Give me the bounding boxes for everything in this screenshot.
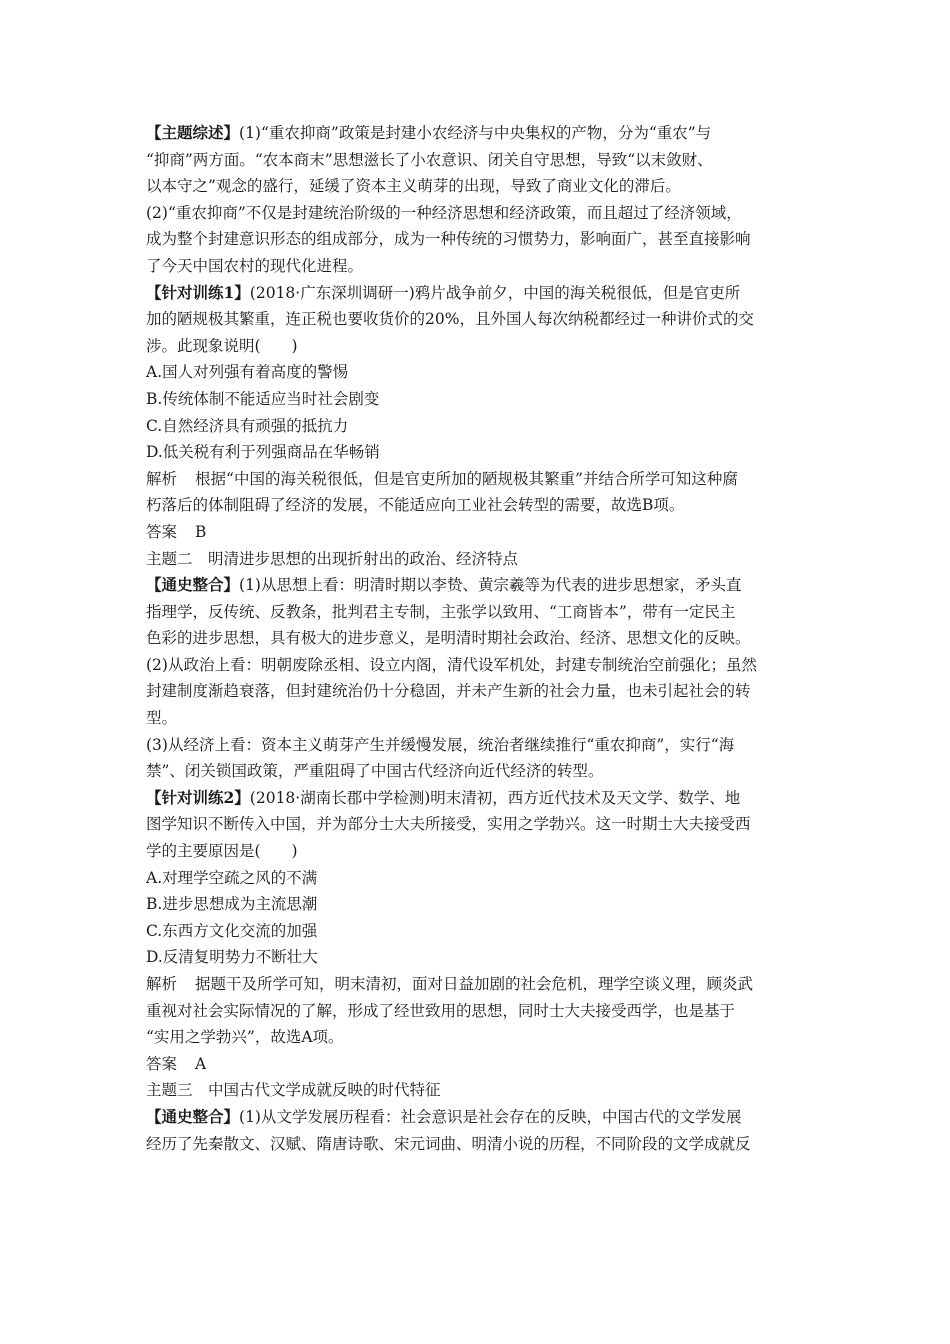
answer-value: B — [195, 522, 207, 541]
answer-option: A.对理学空疏之风的不满 — [146, 868, 318, 887]
analysis-line: 解析 根据“中国的海关税很低，但是官吏所加的陋规极其繁重”并结合所学可知这种腐 — [146, 469, 738, 488]
analysis-label: 解析 — [146, 975, 178, 993]
integration-line: 色彩的进步思想，具有极大的进步意义，是明清时期社会政治、经济、思想文化的反映。 — [146, 629, 751, 648]
answer-line — [146, 1051, 810, 1078]
integration-line: (2)从政治上看：明朝废除丞相、设立内阁，清代设军机处，封建专制统治空前强化；虽然 — [146, 655, 757, 674]
question-stem: 图学知识不断传入中国，并为部分士大夫所接受，实用之学勃兴。这一时期士大夫接受西 — [146, 815, 751, 834]
answer-option: C.自然经济具有顽强的抵抗力 — [146, 416, 349, 435]
answer-option: B.传统体制不能适应当时社会剧变 — [146, 389, 380, 408]
summary-line: 【主题综述】(1)“重农抑商”政策是封建小农经济与中央集权的产物，分为“重农”与 — [146, 123, 712, 142]
summary-line: “抑商”两方面。“农本商末”思想滋长了小农意识、闭关自守思想，导致“以末敛财、 — [146, 150, 713, 169]
answer-option: D.低关税有利于列强商品在华畅销 — [146, 443, 380, 462]
question-stem: 加的陋规极其繁重，连正税也要收货价的20%，且外国人每次纳税都经过一种讲价式的交 — [146, 310, 754, 329]
integration-line: 指理学，反传统、反教条，批判君主专制，主张学以致用、“工商皆本”，带有一定民主 — [146, 602, 736, 621]
question-stem: 涉。此现象说明( ) — [146, 336, 298, 355]
document-body — [146, 120, 810, 1157]
section-label: 【通史整合】 — [146, 575, 240, 595]
question-stem: 【针对训练1】(2018·广东深圳调研一)鸦片战争前夕，中国的海关税很低，但是官吏所 — [146, 282, 741, 302]
analysis-line: 重视对社会实际情况的了解，形成了经世致用的思想，同时士大夫接受西学，也是基于 — [146, 1001, 736, 1020]
integration-line: 经历了先秦散文、汉赋、隋唐诗歌、宋元词曲、明清小说的历程，不同阶段的文学成就反 — [146, 1134, 751, 1153]
summary-line: 以本守之”观念的盛行，延缓了资本主义萌芽的出现，导致了商业文化的滞后。 — [146, 177, 681, 196]
question-stem: 【针对训练2】(2018·湖南长郡中学检测)明末清初，西方近代技术及天文学、数学、地 — [146, 787, 741, 807]
integration-line: 封建制度渐趋衰落，但封建统治仍十分稳固，并未产生新的社会力量，也未引起社会的转 — [146, 682, 751, 701]
answer-line — [146, 519, 810, 546]
analysis-line: “实用之学勃兴”，故选A项。 — [146, 1028, 344, 1047]
question-stem: 学的主要原因是( ) — [146, 842, 298, 861]
answer-label: 答案 — [146, 522, 178, 541]
integration-line: (3)从经济上看：资本主义萌芽产生并缓慢发展，统治者继续推行“重农抑商”，实行“海 — [146, 735, 735, 754]
analysis-line: 朽落后的体制阻碍了经济的发展，不能适应向工业社会转型的需要，故选B项。 — [146, 496, 685, 515]
integration-line: 【通史整合】(1)从思想上看：明清时期以李贽、黄宗羲等为代表的进步思想家，矛头直 — [146, 575, 742, 595]
integration-line: 型。 — [146, 709, 178, 728]
integration-line: 禁”、闭关锁国政策，严重阻碍了中国古代经济向近代经济的转型。 — [146, 762, 604, 781]
section-label: 【通史整合】 — [146, 1106, 240, 1126]
section-label: 【主题综述】 — [146, 123, 240, 142]
answer-label: 答案 — [146, 1054, 178, 1073]
integration-line: 【通史整合】(1)从文学发展历程看：社会意识是社会存在的反映，中国古代的文学发展 — [146, 1106, 742, 1126]
training-label: 【针对训练1】 — [146, 282, 250, 302]
summary-line: 成为整个封建意识形态的组成部分，成为一种传统的习惯势力，影响面广，甚至直接影响 — [146, 230, 751, 249]
training-label: 【针对训练2】 — [146, 787, 250, 807]
summary-line: (2)“重农抑商”不仅是封建统治阶级的一种经济思想和经济政策，而且超过了经济领域， — [146, 203, 742, 222]
theme-title: 主题三 中国古代文学成就反映的时代特征 — [146, 1081, 441, 1100]
answer-option: A.国人对列强有着高度的警惕 — [146, 363, 349, 382]
analysis-line: 解析 据题干及所学可知，明末清初，面对日益加剧的社会危机，理学空谈义理，顾炎武 — [146, 975, 754, 993]
summary-line: 了今天中国农村的现代化进程。 — [146, 256, 364, 275]
theme-title: 主题二 明清进步思想的出现折射出的政治、经济特点 — [146, 549, 519, 568]
answer-option: C.东西方文化交流的加强 — [146, 921, 318, 940]
answer-option: D.反清复明势力不断壮大 — [146, 948, 318, 967]
answer-option: B.进步思想成为主流思潮 — [146, 895, 318, 914]
answer-value: A — [195, 1054, 207, 1073]
analysis-label: 解析 — [146, 469, 178, 488]
